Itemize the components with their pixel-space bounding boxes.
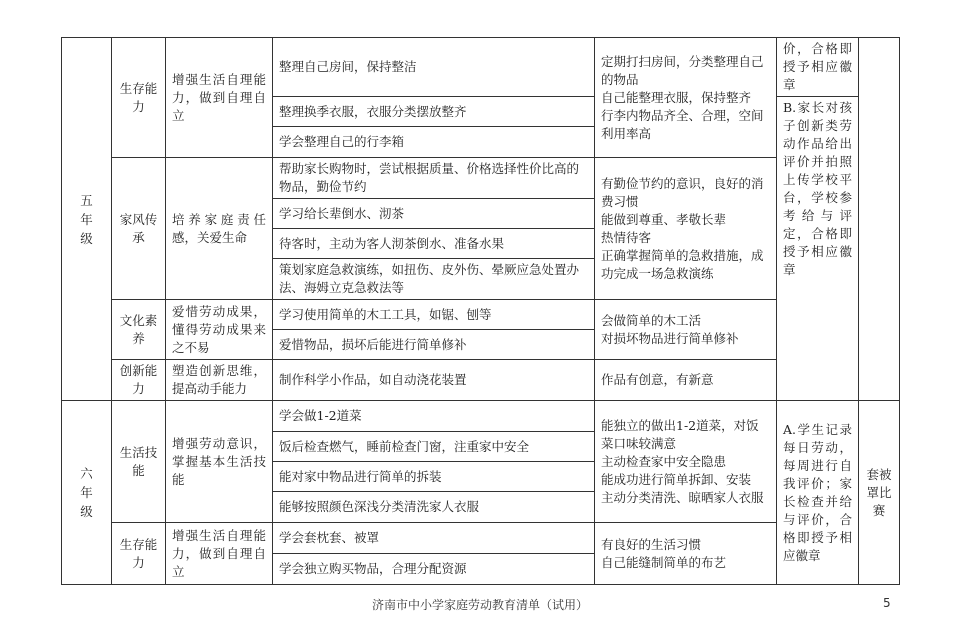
task-cell: 帮助家长购物时，尝试根据质量、价格选择性价比高的物品，勤俭节约 bbox=[273, 158, 595, 199]
category-life-skills: 生活技能 bbox=[112, 401, 166, 523]
result-line: 自己能整理衣服，保持整齐 bbox=[601, 89, 752, 105]
footer-title: 济南市中小学家庭劳动教育清单（试用） bbox=[371, 598, 588, 612]
task-cell: 学习使用简单的木工工具，如锯、刨等 bbox=[273, 300, 595, 330]
result-line: 定期打扫房间，分类整理自己的物品 bbox=[601, 53, 764, 87]
page-number: 5 bbox=[883, 596, 891, 610]
result-life-skills bbox=[595, 401, 777, 523]
goal-family: 培养家庭责任感，关爱生命 bbox=[166, 158, 273, 300]
goal-survival: 增强生活自理能力，做到自理自立 bbox=[166, 38, 273, 158]
result-family bbox=[595, 158, 777, 300]
task-cell: 饭后检查燃气，睡前检查门窗，注重家中安全 bbox=[273, 432, 595, 462]
category-survival-g6: 生存能力 bbox=[112, 523, 166, 585]
goal-culture: 爱惜劳动成果，懂得劳动成果来之不易 bbox=[166, 300, 273, 360]
goal-innovation: 塑造创新思维，提高动手能力 bbox=[166, 360, 273, 401]
category-survival: 生存能力 bbox=[112, 38, 166, 158]
category-innovation: 创新能力 bbox=[112, 360, 166, 401]
result-line: 能成功进行简单拆卸、安装 bbox=[601, 471, 752, 487]
labor-education-table bbox=[61, 37, 900, 585]
result-line: 会做简单的木工活 bbox=[601, 312, 702, 328]
task-cell: 学会整理自己的行李箱 bbox=[273, 127, 595, 158]
evaluation-a: A.学生记录每日劳动，每周进行自我评价；家长检查并给与评价，合格即授予相应徽章 bbox=[777, 401, 859, 585]
task-cell: 学会套枕套、被罩 bbox=[273, 523, 595, 554]
result-line: 主动检查家中安全隐患 bbox=[601, 453, 727, 469]
task-cell: 能够按照颜色深浅分类清洗家人衣服 bbox=[273, 492, 595, 523]
result-survival-g6 bbox=[595, 523, 777, 585]
result-line: 自己能缝制简单的布艺 bbox=[601, 554, 727, 570]
grade-5-cell bbox=[62, 38, 112, 401]
task-cell: 能对家中物品进行简单的拆装 bbox=[273, 462, 595, 492]
task-cell: 学会做1-2道菜 bbox=[273, 401, 595, 432]
result-line: 热情待客 bbox=[601, 229, 652, 245]
result-line: 对损坏物品进行简单修补 bbox=[601, 330, 739, 346]
task-cell: 学习给长辈倒水、沏茶 bbox=[273, 199, 595, 229]
task-cell: 整理换季衣服，衣服分类摆放整齐 bbox=[273, 97, 595, 127]
extra-activity: 套被罩比赛 bbox=[859, 401, 900, 585]
evaluation-b: B.家长对孩子创新类劳动作品给出评价并拍照上传学校平台，学校参考给与评定，合格即授予相应徽章 bbox=[777, 97, 859, 401]
result-line: 有良好的生活习惯 bbox=[601, 536, 702, 552]
result-survival bbox=[595, 38, 777, 158]
goal-life-skills: 增强劳动意识，掌握基本生活技能 bbox=[166, 401, 273, 523]
result-line: 能独立的做出1-2道菜，对饭菜口味较满意 bbox=[601, 417, 759, 451]
task-cell: 待客时，主动为客人沏茶倒水、准备水果 bbox=[273, 229, 595, 259]
result-line: 主动分类清洗、晾晒家人衣服 bbox=[601, 489, 764, 505]
grade-label: 六年级 bbox=[80, 466, 93, 519]
grade-label: 五年级 bbox=[80, 192, 93, 246]
result-culture bbox=[595, 300, 777, 360]
result-line: 行李内物品齐全、合理，空间利用率高 bbox=[601, 107, 764, 141]
task-cell: 整理自己房间，保持整洁 bbox=[273, 38, 595, 97]
task-cell: 爱惜物品，损坏后能进行简单修补 bbox=[273, 330, 595, 360]
result-line: 有勤俭节约的意识，良好的消费习惯 bbox=[601, 175, 764, 209]
category-culture: 文化素养 bbox=[112, 300, 166, 360]
task-cell: 学会独立购买物品，合理分配资源 bbox=[273, 554, 595, 585]
category-family: 家风传承 bbox=[112, 158, 166, 300]
extra-cell-grade5 bbox=[859, 38, 900, 401]
result-line: 能做到尊重、孝敬长辈 bbox=[601, 211, 727, 227]
evaluation-top: 价，合格即授予相应徽章 bbox=[777, 38, 859, 97]
grade-6-cell bbox=[62, 401, 112, 585]
result-line: 正确掌握简单的急救措施，成功完成一场急救演练 bbox=[601, 247, 764, 281]
task-cell: 制作科学小作品，如自动浇花装置 bbox=[273, 360, 595, 401]
goal-survival-g6: 增强生活自理能力，做到自理自立 bbox=[166, 523, 273, 585]
task-cell: 策划家庭急救演练，如扭伤、皮外伤、晕厥应急处置办法、海姆立克急救法等 bbox=[273, 259, 595, 300]
result-innovation: 作品有创意，有新意 bbox=[595, 360, 777, 401]
